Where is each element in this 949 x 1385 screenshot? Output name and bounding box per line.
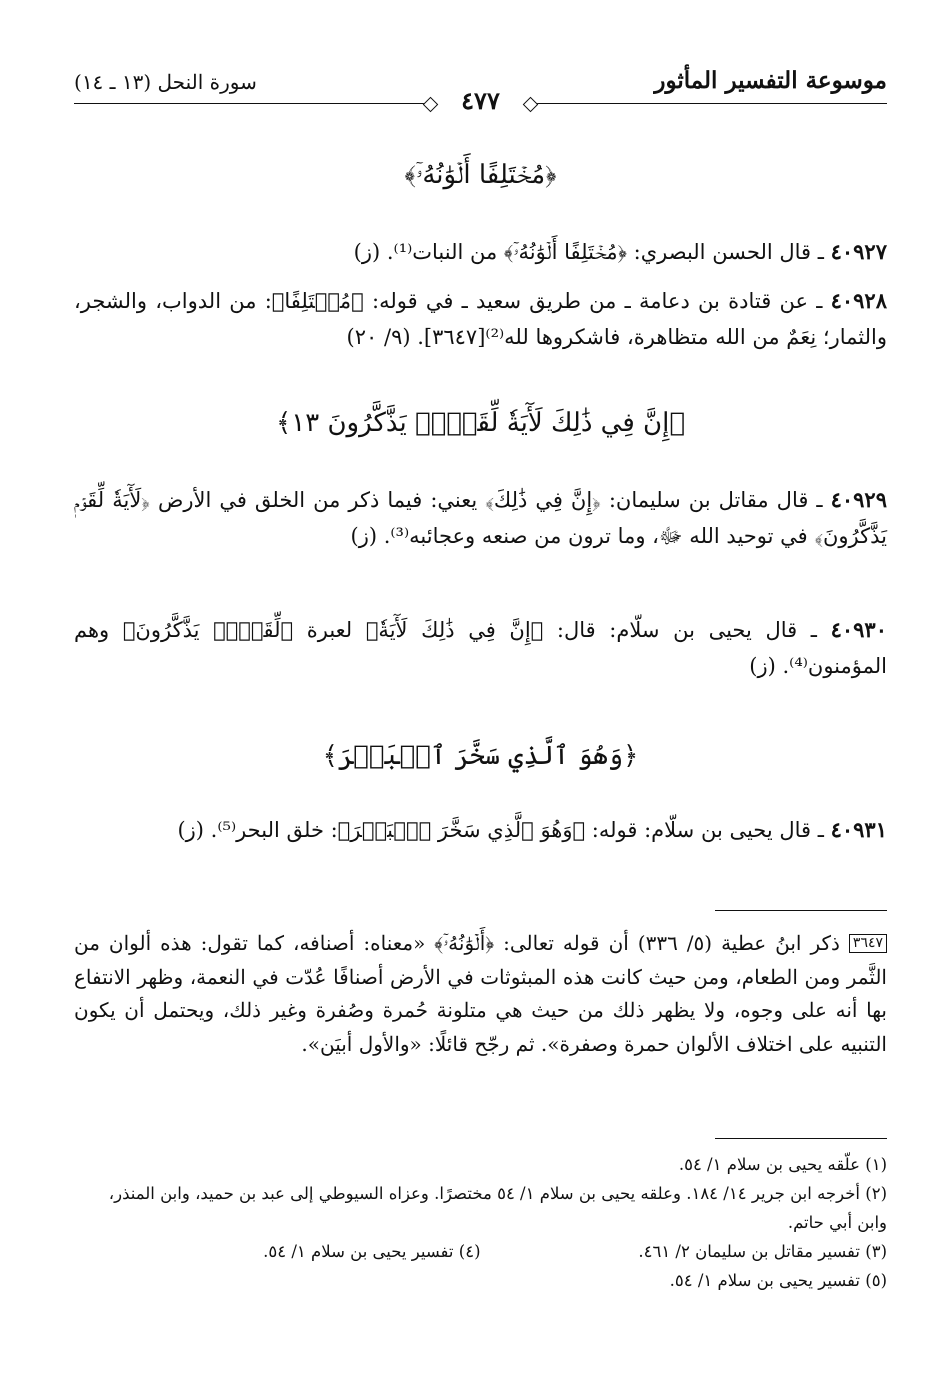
commentary-text: ذكر ابنُ عطية (٥/ ٣٣٦) أن قوله تعالى: ﴿أَلۡوَٰنُهُۥٓ﴾ «معناه: أصنافه، كما تقول: هذه ألوان من الثَّمر ومن الطعام، ومن حيث كانت هذه المبثوثات في الأرض أصنافًا عُدّت في النعمة، وظهر الانتفاع بها أنه على وجوه، ولا يظهر ذلك من حيث هي متلونة حُمرة وصُفرة وغير ذلك، ويحتمل أن يكون التنبيه على اختلاف الألوان حمرة وصفرة». ثم رجّح قائلًا: «والأول أبيَن». — [74, 931, 887, 1056]
verse-heading: ﴿مُخۡتَلِفًا أَلۡوَٰنُهُۥٓ﴾ — [404, 160, 557, 190]
entry-text: ـ عن قتادة بن دعامة ـ من طريق سعيد ـ في قوله: ﴿مُخۡتَلِفًا﴾: من الدواب، والشجر، والثمار؛ نِعَمٌ من الله متظاهرة، فاشكروها لله⁽²⁾[٣٦٤٧]. (٩/ ٢٠) — [74, 289, 887, 349]
verse-heading: ﴿وَهُوَ ٱلَّذِي سَخَّرَ ٱلۡبَحۡرَ﴾ — [322, 741, 639, 771]
entry-number: ٤٠٩٢٧ — [830, 239, 887, 264]
footnote-row — [74, 1237, 887, 1266]
footnote: (٣) تفسير مقاتل بن سليمان ٢/ ٤٦١. — [638, 1242, 887, 1261]
footnotes — [74, 1150, 887, 1295]
commentary-reference-box: ٣٦٤٧ — [849, 934, 887, 953]
entry-text: ـ قال يحيى بن سلّام: قال: ﴿إِنَّ فِي ذَٰلِكَ لَأٓيَةٗ﴾ لعبرة ﴿لِّقَوۡمٖ يَذَّكَّرُونَ﴾ وهم المؤمنون⁽⁴⁾. (ز) — [74, 618, 887, 678]
entry-number: ٤٠٩٣٠ — [830, 617, 887, 642]
entry-number: ٤٠٩٢٩ — [830, 487, 887, 512]
entry-number: ٤٠٩٢٨ — [830, 288, 887, 313]
narration-entry — [74, 482, 887, 554]
narration-entry — [74, 612, 887, 684]
book-title: موسوعة التفسير المأثور — [654, 67, 887, 94]
page — [74, 0, 887, 1385]
footnote: (٢) أخرجه ابن جرير ١٤/ ١٨٤. وعلقه يحيى بن سلام ١/ ٥٤ مختصرًا. وعزاه السيوطي إلى عبد بن حميد، وابن المنذر، وابن أبي حاتم. — [108, 1184, 887, 1232]
entry-text: ـ قال يحيى بن سلّام: قوله: ﴿وَهُوَ ٱلَّذِي سَخَّرَ ٱلۡبَحۡرَ﴾: خلق البحر⁽⁵⁾. (ز) — [177, 818, 824, 842]
commentary-separator — [715, 910, 887, 911]
narration-entry — [74, 812, 887, 848]
verse-heading: ﴿إِنَّ فِي ذَٰلِكَ لَأٓيَةٗ لِّقَوۡمٖ يَذَّكَّرُونَ ١٣﴾ — [276, 408, 685, 438]
page-number: ٤٧٧ — [461, 86, 500, 115]
entry-text: ـ قال مقاتل بن سليمان: ﴿إِنَّ فِي ذَٰلِكَ﴾ يعني: فيما ذكر من الخلق في الأرض ﴿لَأٓيَةٗ لِّقَوۡمٖ يَذَّكَّرُونَ﴾ في توحيد الله ﷻ، وما ترون من صنعه وعجائبه⁽³⁾. (ز) — [74, 488, 887, 548]
commentary-note — [74, 927, 887, 1061]
surah-reference: سورة النحل (١٣ ـ ١٤) — [74, 70, 257, 94]
footnote-separator — [715, 1138, 887, 1139]
footnote: (١) علّقه يحيى بن سلام ١/ ٥٤. — [678, 1155, 887, 1174]
entry-number: ٤٠٩٣١ — [830, 817, 887, 842]
footnote: (٤) تفسير يحيى بن سلام ١/ ٥٤. — [263, 1242, 481, 1261]
entry-text: ـ قال الحسن البصري: ﴿مُخۡتَلِفًا أَلۡوَٰنُهُۥٓ﴾ من النبات⁽¹⁾. (ز) — [353, 240, 824, 264]
footnote: (٥) تفسير يحيى بن سلام ١/ ٥٤. — [669, 1271, 887, 1290]
narration-entry — [74, 283, 887, 355]
narration-entry — [74, 234, 887, 270]
